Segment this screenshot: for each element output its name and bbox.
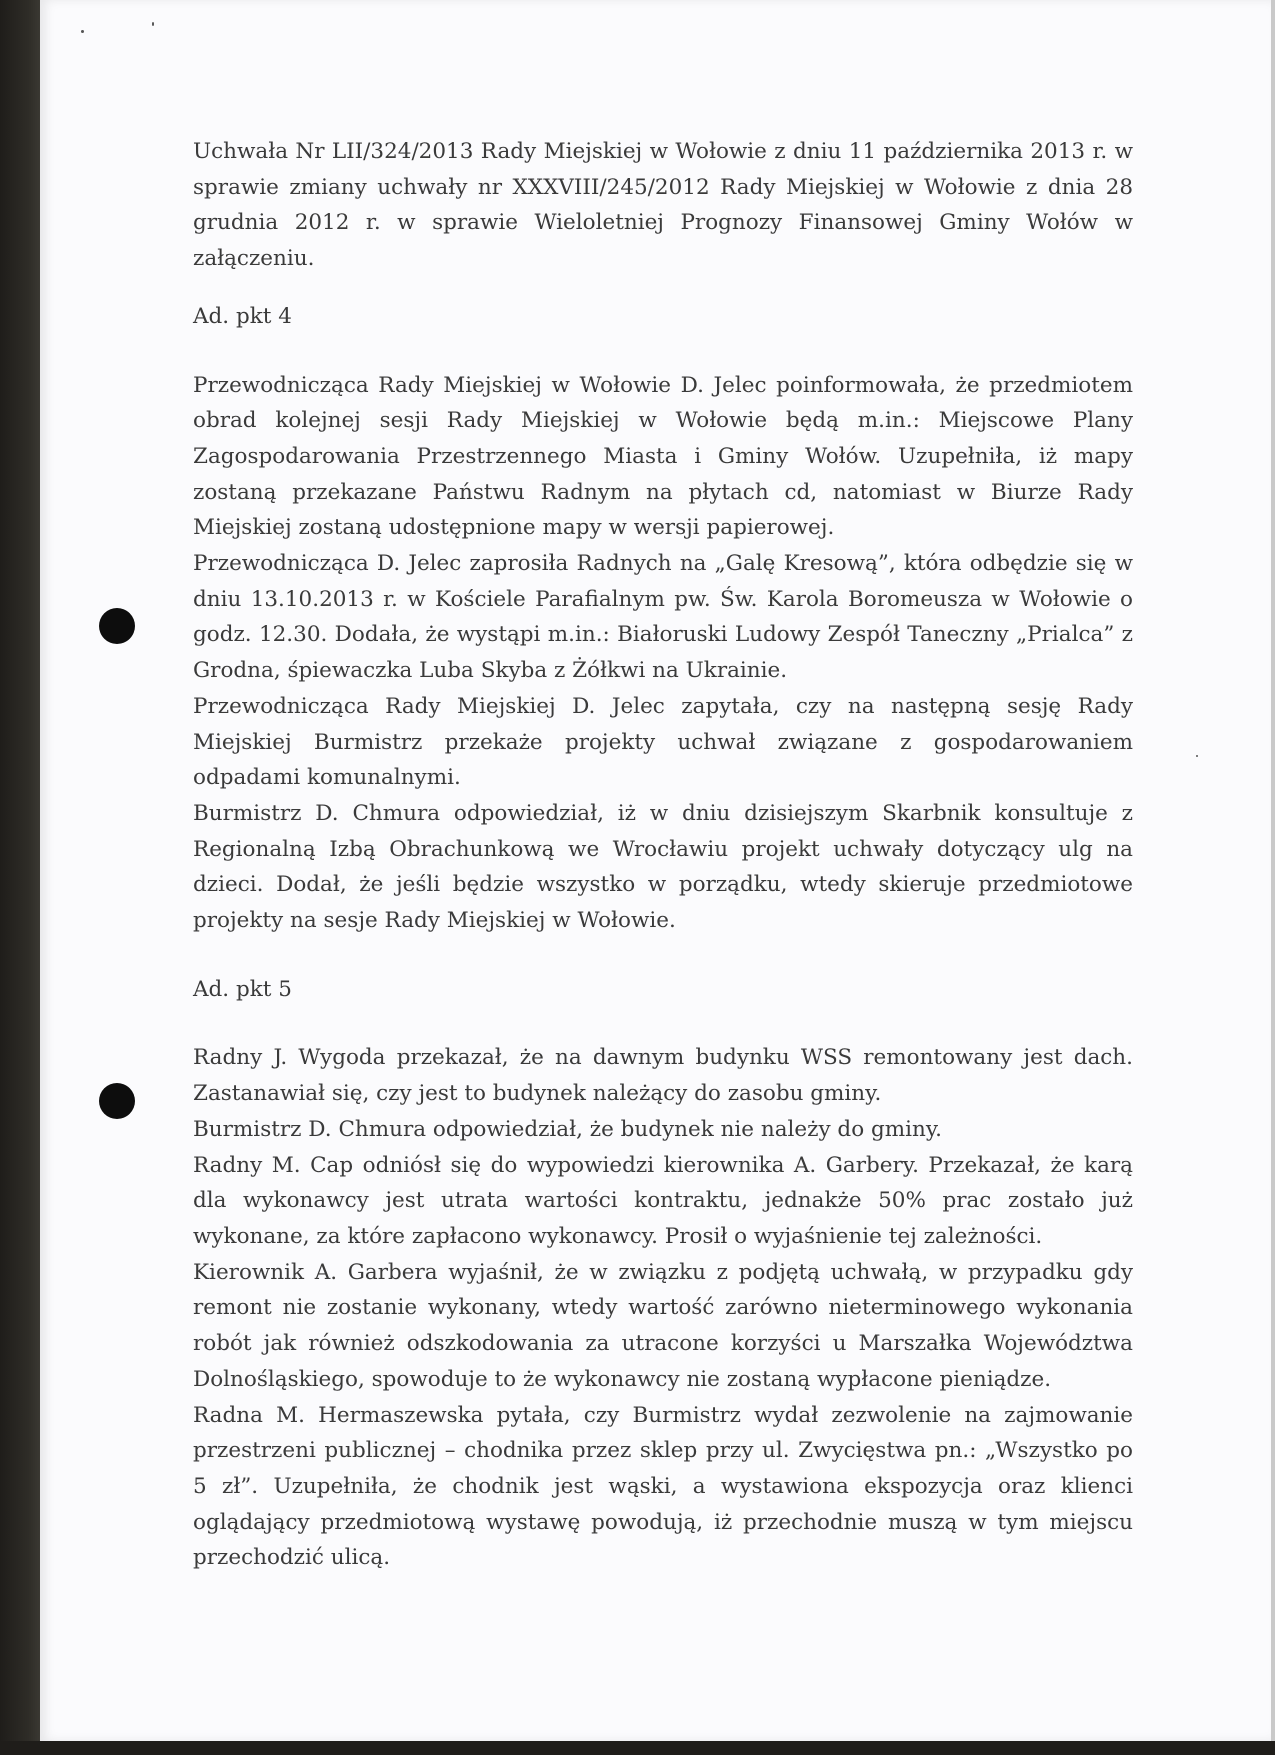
section-4-heading: Ad. pkt 4 xyxy=(193,303,292,329)
punch-hole-upper xyxy=(99,608,135,644)
section-5-paragraph: Radny J. Wygoda przekazał, że na dawnym budynku WSS remontowany jest dach. Zastanawiał się, czy jest to budynek należący do zasobu gminy. xyxy=(193,1045,1133,1107)
scan-speck xyxy=(81,30,84,33)
scan-bottom-edge xyxy=(0,1741,1275,1755)
section-5-paragraph: Burmistrz D. Chmura odpowiedział, że budynek nie należy do gminy. xyxy=(193,1116,942,1142)
section-5-paragraph: Kierownik A. Garbera wyjaśnił, że w związku z podjętą uchwałą, w przypadku gdy remont nie zostanie wykonany, wtedy wartość zarówno nieterminowego wykonania robót jak również odszkodowania za utracone korzyści u Marszałka Województwa Dolnośląskiego, spowoduje to że wykonawcy nie zostaną wypłacone pieniądze. xyxy=(193,1259,1133,1392)
section-5-paragraph: Radny M. Cap odniósł się do wypowiedzi kierownika A. Garbery. Przekazał, że karą dla wykonawcy jest utrata wartości kontraktu, jednakże 50% prac zostało już wykonane, za które zapłacono wykonawcy. Prosił o wyjaśnienie tej zależności. xyxy=(193,1152,1133,1249)
punch-hole-lower xyxy=(99,1083,135,1119)
section-5-heading: Ad. pkt 5 xyxy=(193,976,292,1002)
section-4-paragraph: Burmistrz D. Chmura odpowiedział, iż w dniu dzisiejszym Skarbnik konsultuje z Regionalną Izbą Obrachunkową we Wrocławiu projekt uchwały dotyczący ulg na dzieci. Dodał, że jeśli będzie wszystko w porządku, wtedy skieruje przedmiotowe projekty na sesje Rady Miejskiej w Wołowie. xyxy=(193,800,1133,934)
scan-left-shadow xyxy=(0,0,40,1755)
section-4-paragraph: Przewodnicząca Rady Miejskiej D. Jelec zapytała, czy na następną sesję Rady Miejskiej Burmistrz przekaże projekty uchwał związane z gospodarowaniem odpadami komunalnymi. xyxy=(193,693,1133,791)
scan-speck xyxy=(152,22,154,26)
section-4-paragraph: Przewodnicząca Rady Miejskiej w Wołowie D. Jelec poinformowała, że przedmiotem obrad kolejnej sesji Rady Miejskiej w Wołowie będą m.in.: Miejscowe Plany Zagospodarowania Przestrzennego Miasta i Gminy Wołów. Uzupełniła, iż mapy zostaną przekazane Państwu Radnym na płytach cd, natomiast w Biurze Rady Miejskiej zostaną udostępnione mapy w wersji papierowej. xyxy=(193,372,1133,541)
section-5-paragraph: Radna M. Hermaszewska pytała, czy Burmistrz wydał zezwolenie na zajmowanie przestrzeni publicznej – chodnika przez sklep przy ul. Zwycięstwa pn.: „Wszystko po 5 zł”. Uzupełniła, że chodnik jest wąski, a wystawiona ekspozycja oraz klienci oglądający przedmiotową wystawę powodują, iż przechodnie muszą w tym miejscu przechodzić ulicą. xyxy=(193,1402,1133,1571)
section-4-paragraph: Przewodnicząca D. Jelec zaprosiła Radnych na „Galę Kresową”, która odbędzie się w dniu 13.10.2013 r. w Kościele Parafialnym pw. Św. Karola Boromeusza w Wołowie o godz. 12.30. Dodała, że wystąpi m.in.: Białoruski Ludowy Zespół Taneczny „Prialca” z Grodna, śpiewaczka Luba Skyba z Żółkwi na Ukrainie. xyxy=(193,551,1133,684)
scan-speck xyxy=(1196,755,1198,757)
scan-right-edge xyxy=(1271,0,1275,1755)
intro-paragraph: Uchwała Nr LII/324/2013 Rady Miejskiej w Wołowie z dniu 11 października 2013 r. w sprawie zmiany uchwały nr XXXVIII/245/2012 Rady Miejskiej w Wołowie z dnia 28 grudnia 2012 r. w sprawie Wieloletniej Prognozy Finansowej Gminy Wołów w załączeniu. xyxy=(193,139,1133,272)
document-body xyxy=(193,134,1133,1576)
